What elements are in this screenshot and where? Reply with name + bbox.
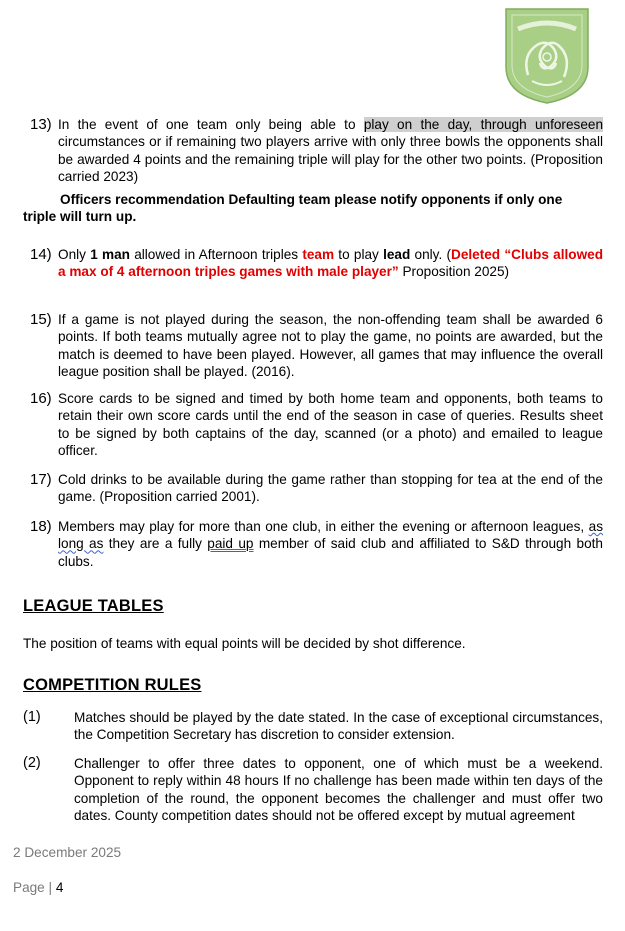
competition-rule-2-text: Challenger to offer three dates to opponent, one of which must be a weekend. Opponent to reply within 48 hours If no challenge has been made within ten days of the completion of the round, the opponent becomes the challenger and must offer two dates. County competition dates should not be offered except by mutual agreement xyxy=(74,756,603,823)
rule-15-text: If a game is not played during the season, the non-offending team shall be awarded 6 points. If both teams mutually agree not to play the game, no points are awarded, but the match is deemed to have been played. However, all games that may influence the overall league position shall be played. (2016). xyxy=(58,312,603,379)
competition-rule-number: (1) xyxy=(23,709,41,725)
rule-number: 16) xyxy=(30,390,52,407)
rule-17-text: Cold drinks to be available during the game rather than stopping for tea at the end of the game. (Proposition carried 2001). xyxy=(58,472,603,505)
grammar-flag: as long as xyxy=(58,519,603,552)
league-tables-heading: LEAGUE TABLES xyxy=(23,597,164,615)
competition-rule-number: (2) xyxy=(23,755,41,771)
rule-14-text: Only 1 man allowed in Afternoon triples team to play lead only. (Deleted “Clubs allowed a max of 4 afternoon triples games with male player” Proposition 2025) xyxy=(58,247,604,280)
rule-18-text: Members may play for more than one club, in either the evening or afternoon leagues, as long as they are a fully paid up member of said club and affiliated to S&D through both clubs. xyxy=(58,519,603,569)
rule-number: 17) xyxy=(30,471,52,488)
officers-recommendation: Officers recommendation Defaulting team please notify opponents if only one triple will turn up. xyxy=(23,192,563,225)
rule-number: 18) xyxy=(30,518,52,535)
rule-number: 13) xyxy=(30,116,52,133)
rule-number: 15) xyxy=(30,311,52,328)
rule-16-text: Score cards to be signed and timed by both home team and opponents, both teams to retain their own score cards until the end of the season in case of queries. Results sheet to be signed by both captains of the day, scanned (or a photo) and emailed to league officer. xyxy=(58,391,603,458)
page-number-label: Page | 4 xyxy=(13,880,64,895)
highlighted-text: play on the day, through unforeseen xyxy=(363,117,603,132)
competition-rules-heading: COMPETITION RULES xyxy=(23,676,202,694)
footer-date: 2 December 2025 xyxy=(13,845,122,860)
club-crest-logo xyxy=(502,5,592,105)
rule-number: 14) xyxy=(30,246,52,263)
league-tables-text: The position of teams with equal points will be decided by shot difference. xyxy=(23,636,466,651)
competition-rule-1-text: Matches should be played by the date stated. In the case of exceptional circumstances, the Competition Secretary has discretion to consider extension. xyxy=(74,710,603,743)
rule-13-text: In the event of one team only being able to play on the day, through unforeseen circumstances or if remaining two players arrive with only three bowls the opponents shall be awarded 4 points and the remaining triple will play for the other two points. (Proposition carried 2023) xyxy=(58,117,603,184)
grammar-flag: paid up xyxy=(207,536,254,552)
